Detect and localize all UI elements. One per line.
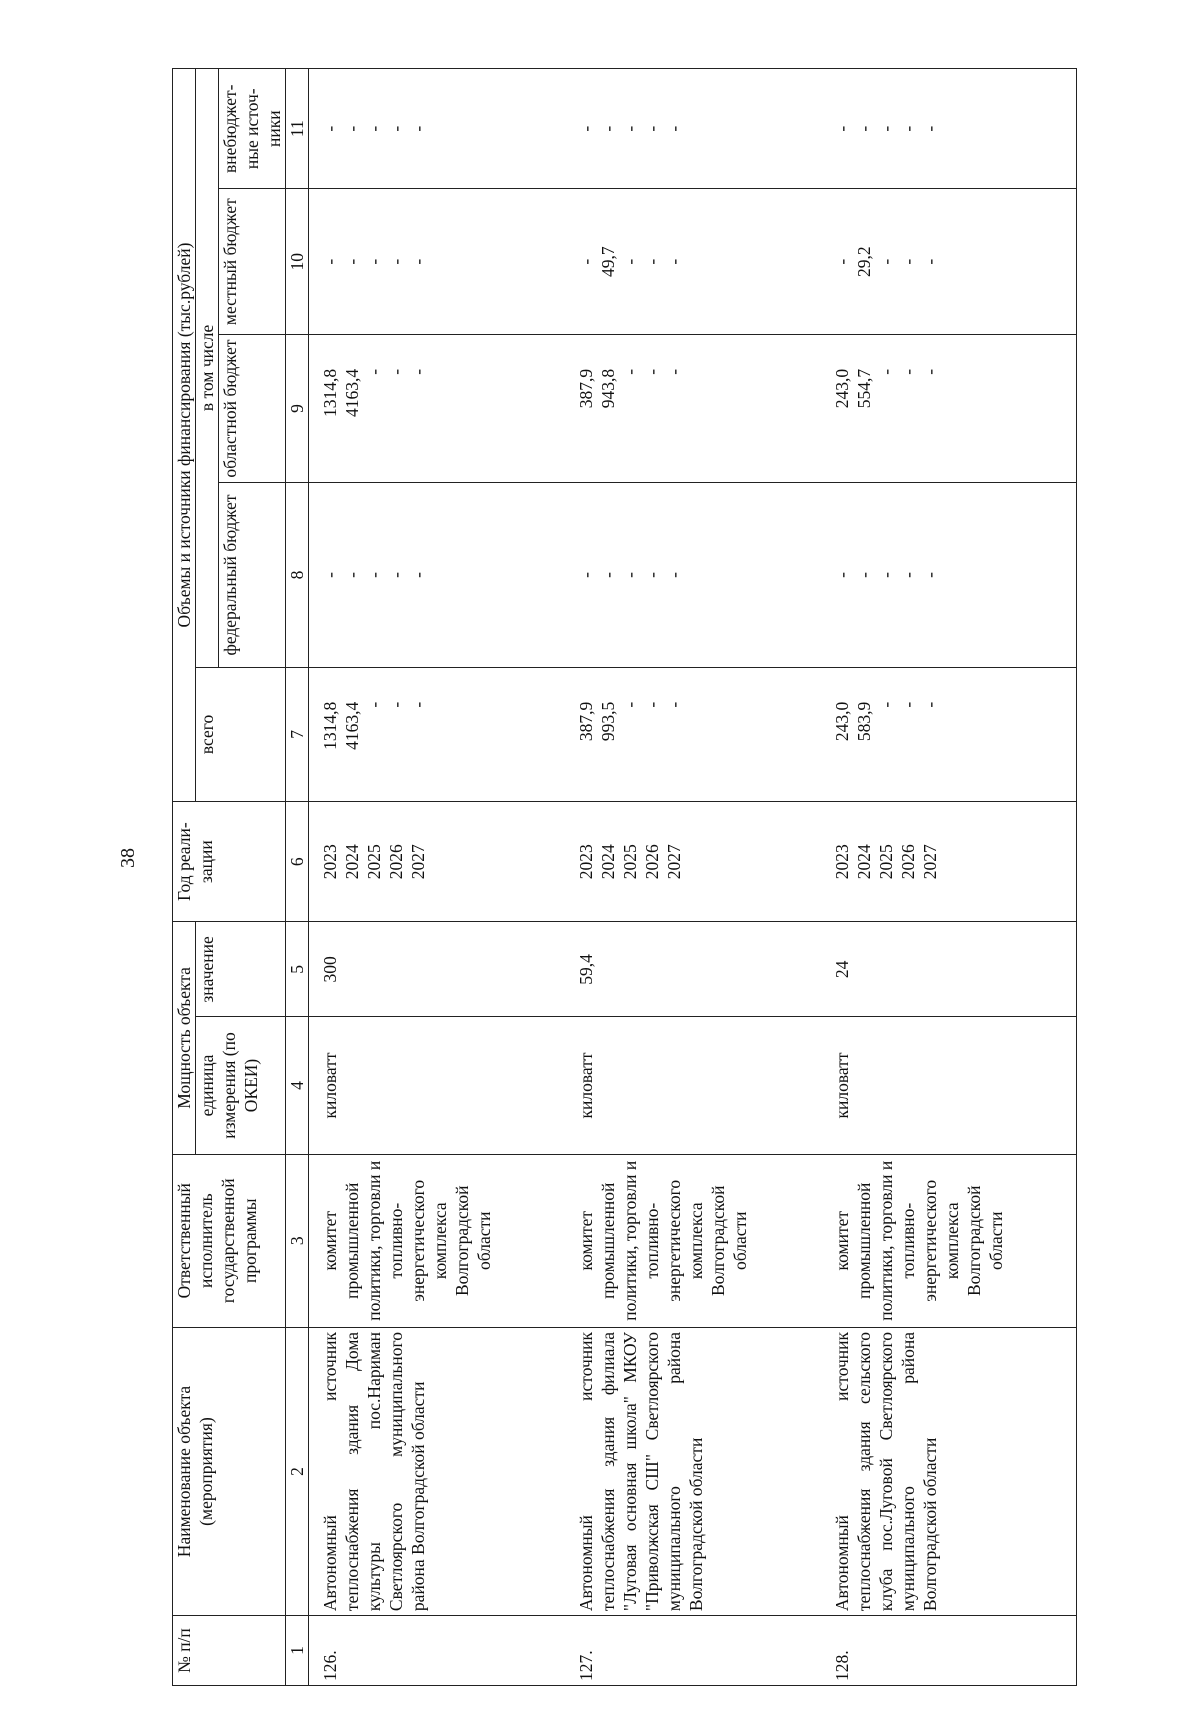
years-value: 2025 (619, 844, 640, 880)
total-value: 387,9 (575, 701, 596, 742)
extra-list (821, 69, 1077, 189)
col-index: 5 (286, 922, 309, 1017)
header-unit: единица измерения (по ОКЕИ) (196, 1017, 286, 1154)
col-index: 3 (286, 1154, 309, 1327)
total-value: - (641, 701, 662, 708)
year-list (309, 802, 565, 922)
extra-list (565, 69, 821, 189)
federal-list (821, 483, 1077, 668)
header-including: в том числе (196, 69, 219, 668)
local-list (565, 189, 821, 334)
federal-list (309, 483, 565, 668)
extra-value: - (875, 125, 896, 132)
regional-value: - (408, 368, 428, 375)
regional-value: 1314,8 (320, 368, 340, 418)
regional-value: 4163,4 (342, 368, 362, 418)
row-number: 126. (309, 1616, 565, 1686)
extra-value: - (320, 125, 340, 132)
local-value: - (342, 258, 362, 265)
local-value: 49,7 (597, 246, 618, 277)
header-funding: Объемы и источники финансирования (тыс.рублей) (173, 69, 196, 802)
years-value: 2025 (875, 844, 896, 880)
federal-value: - (919, 572, 940, 578)
years-value: 2026 (897, 844, 918, 880)
federal-value: - (663, 572, 684, 578)
total-value: 993,5 (597, 701, 618, 742)
extra-value: - (575, 125, 596, 132)
table-row (565, 69, 821, 1686)
capacity-unit: киловатт (821, 1017, 1077, 1154)
years-value: 2026 (386, 844, 406, 880)
federal-value: - (875, 572, 896, 578)
federal-value: - (853, 572, 874, 578)
extra-value: - (641, 125, 662, 132)
extra-value: - (831, 125, 852, 132)
header-federal: федеральный бюджет (219, 483, 286, 668)
total-value: - (619, 701, 640, 708)
local-value: - (408, 258, 428, 265)
executor-name: комитет промышленной политики, торговли и топливно-энергетического комплекса Волгоградской области (309, 1154, 565, 1327)
extra-value: - (663, 125, 684, 132)
header-value: значение (196, 922, 286, 1017)
col-index: 9 (286, 334, 309, 482)
col-index: 10 (286, 189, 309, 334)
regional-value: - (663, 368, 684, 375)
row-number: 128. (821, 1616, 1077, 1686)
extra-value: - (897, 125, 918, 132)
capacity-value: 24 (821, 922, 1077, 1017)
local-value: 29,2 (853, 246, 874, 277)
federal-value: - (619, 572, 640, 578)
total-value: - (408, 701, 428, 708)
header-name: Наименование объекта (мероприятия) (173, 1327, 286, 1615)
executor-name: комитет промышленной политики, торговли и топливно-энергетического комплекса Волгоградской области (821, 1154, 1077, 1327)
extra-value: - (597, 125, 618, 132)
federal-value: - (831, 572, 852, 578)
federal-value: - (641, 572, 662, 578)
regional-value: - (386, 368, 406, 375)
capacity-value: 300 (309, 922, 565, 1017)
local-value: - (320, 258, 340, 265)
extra-value: - (853, 125, 874, 132)
federal-value: - (575, 572, 596, 578)
years-value: 2024 (342, 844, 362, 880)
object-name: Автономный источник теплоснабжения здания филиала "Луговая основная школа" МКОУ "Приволжская СШ" Светлоярского муниципального района Волгоградской области (565, 1327, 821, 1615)
total-value: 583,9 (853, 701, 874, 742)
regional-value: - (641, 368, 662, 375)
local-value: - (919, 258, 940, 265)
years-value: 2025 (364, 844, 384, 880)
local-value: - (364, 258, 384, 265)
local-list (821, 189, 1077, 334)
years-value: 2026 (641, 844, 662, 880)
local-value: - (575, 258, 596, 265)
capacity-unit: киловатт (309, 1017, 565, 1154)
col-index: 1 (286, 1616, 309, 1686)
col-index: 11 (286, 69, 309, 189)
regional-value: 243,0 (831, 368, 852, 409)
col-index: 8 (286, 483, 309, 668)
years-value: 2023 (575, 844, 596, 880)
col-index: 7 (286, 667, 309, 801)
regional-value: - (364, 368, 384, 375)
local-value: - (897, 258, 918, 265)
regional-list (309, 334, 565, 482)
header-extra: внебюджет-ные источ-ники (219, 69, 286, 189)
header-regional: областной бюджет (219, 334, 286, 482)
total-value: 1314,8 (320, 701, 340, 750)
federal-value: - (597, 572, 618, 578)
local-value: - (663, 258, 684, 265)
header-num: № п/п (173, 1616, 286, 1686)
total-value: - (919, 701, 940, 708)
federal-value: - (897, 572, 918, 578)
federal-value: - (320, 572, 340, 578)
regional-value: - (875, 368, 896, 375)
local-value: - (386, 258, 406, 265)
page-number: 38 (117, 848, 139, 868)
years-value: 2027 (919, 844, 940, 880)
federal-list (565, 483, 821, 668)
total-list (821, 667, 1077, 801)
header-year: Год реали-зации (173, 802, 286, 922)
total-list (565, 667, 821, 801)
extra-list (309, 69, 565, 189)
federal-value: - (408, 572, 428, 578)
federal-value: - (342, 572, 362, 578)
executor-name: комитет промышленной политики, торговли и топливно-энергетического комплекса Волгоградской области (565, 1154, 821, 1327)
total-value: - (386, 701, 406, 708)
table-row (821, 69, 1077, 1686)
regional-value: 387,9 (575, 368, 596, 409)
extra-value: - (408, 125, 428, 132)
local-list (309, 189, 565, 334)
regional-value: 554,7 (853, 368, 874, 409)
year-list (821, 802, 1077, 922)
financing-table (172, 68, 1077, 1686)
row-number: 127. (565, 1616, 821, 1686)
col-index: 6 (286, 802, 309, 922)
total-value: - (364, 701, 384, 708)
extra-value: - (619, 125, 640, 132)
local-value: - (831, 258, 852, 265)
local-value: - (619, 258, 640, 265)
years-value: 2023 (831, 844, 852, 880)
local-value: - (875, 258, 896, 265)
column-index-row (286, 69, 309, 1686)
capacity-value: 59,4 (565, 922, 821, 1017)
regional-value: 943,8 (597, 368, 618, 409)
year-list (565, 802, 821, 922)
col-index: 2 (286, 1327, 309, 1615)
rotated-table-container (172, 68, 1200, 1686)
header-capacity: Мощность объекта (173, 922, 196, 1154)
years-value: 2027 (408, 844, 428, 880)
years-value: 2023 (320, 844, 340, 880)
total-value: 243,0 (831, 701, 852, 742)
object-name: Автономный источник теплоснабжения здания Дома культуры пос.Нариман Светлоярского муниципального района Волгоградской области (309, 1327, 565, 1615)
total-value: - (897, 701, 918, 708)
regional-value: - (919, 368, 940, 375)
extra-value: - (342, 125, 362, 132)
regional-value: - (897, 368, 918, 375)
local-value: - (641, 258, 662, 265)
col-index: 4 (286, 1017, 309, 1154)
federal-value: - (386, 572, 406, 578)
years-value: 2024 (853, 844, 874, 880)
header-executor: Ответственный исполнитель государственной программы (173, 1154, 286, 1327)
header-local: местный бюджет (219, 189, 286, 334)
total-list (309, 667, 565, 801)
capacity-unit: киловатт (565, 1017, 821, 1154)
regional-list (821, 334, 1077, 482)
total-value: 4163,4 (342, 701, 362, 750)
years-value: 2027 (663, 844, 684, 880)
header-total: всего (196, 667, 286, 801)
regional-list (565, 334, 821, 482)
extra-value: - (386, 125, 406, 132)
extra-value: - (919, 125, 940, 132)
table-row (309, 69, 565, 1686)
total-value: - (663, 701, 684, 708)
object-name: Автономный источник теплоснабжения здания сельского клуба пос.Луговой Светлоярского муниципального района Волгоградской области (821, 1327, 1077, 1615)
extra-value: - (364, 125, 384, 132)
total-value: - (875, 701, 896, 708)
federal-value: - (364, 572, 384, 578)
years-value: 2024 (597, 844, 618, 880)
regional-value: - (619, 368, 640, 375)
